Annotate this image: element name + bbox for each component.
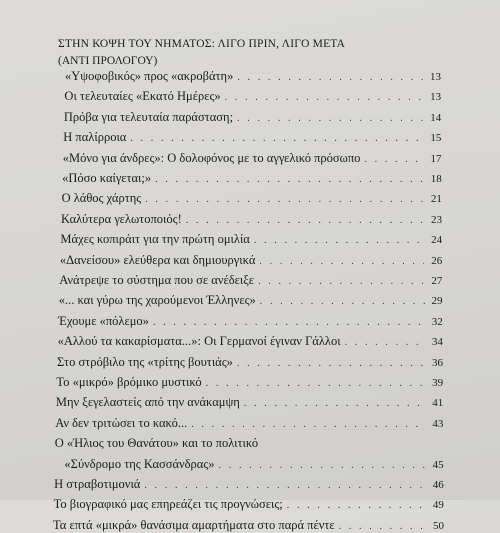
toc-leader-dots: [153, 317, 425, 328]
toc-entry-title: «Πόσο καίγεται;»: [62, 171, 152, 185]
toc-entry-page: 46: [432, 479, 444, 491]
toc-leader-dots: [237, 72, 423, 83]
toc-leader-dots: [259, 256, 424, 267]
toc-entry-title-continuation: «Σύνδρομο της Κασσάνδρας»: [64, 456, 215, 471]
toc-entry-title: Μάχες κοπιράιτ για την πρώτη ομιλία: [60, 232, 250, 247]
toc-entry-title: Πρόβα για τελευταία παράσταση;: [63, 109, 234, 124]
toc-entry-page: 29: [431, 295, 443, 308]
toc-entry-page: 26: [431, 254, 443, 267]
toc-entry-title: «Δανείσου» ελεύθερα και δημιουργικά: [59, 252, 256, 267]
toc-entry-page: 15: [430, 132, 442, 145]
toc-leader-dots: [186, 215, 424, 226]
toc-entry-continuation: [64, 457, 443, 472]
toc-entry-title: Ο «Ήλιος του Θανάτου» και το πολιτικό: [54, 436, 259, 451]
toc-entry-page: 50: [433, 519, 444, 532]
toc-entry-title: «... και γύρω της χαρούμενοι Έλληνες»: [58, 293, 256, 308]
toc-entry: [65, 69, 441, 84]
toc-leader-dots: [254, 235, 424, 246]
toc-entry-title: Ο λάθος χάρτης: [61, 191, 142, 206]
toc-entry: [58, 334, 443, 349]
toc-leader-dots: [206, 378, 425, 389]
toc-entry-title: Οι τελευταίες «Εκατό Ημέρες»: [64, 89, 221, 104]
toc-entry-page: 13: [430, 91, 442, 104]
toc-entry-title: Τα επτά «μικρά» θανάσιμα αμαρτήματα στο παρά πέντε: [53, 517, 335, 532]
toc-entry-page: 34: [431, 336, 443, 349]
toc-entry-title: Η παλίρροια: [63, 130, 127, 145]
toc-entry-title: Μην ξεγελαστείς από την ανάκαμψη: [55, 395, 240, 410]
toc-entry-page: 14: [430, 111, 442, 124]
toc-entry: [64, 110, 441, 125]
toc-entry: [54, 477, 444, 492]
toc-entry-page: 32: [431, 315, 443, 328]
toc-entry-page: 39: [432, 377, 444, 389]
toc-entry-page: 41: [432, 397, 444, 410]
toc-entry-page: 24: [431, 234, 443, 247]
toc-entry: [64, 89, 441, 104]
toc-leader-dots: [191, 419, 425, 430]
section-title: ΣΤΗΝ ΚΟΨΗ ΤΟΥ ΝΗΜΑΤΟΣ: ΛΙΓΟ ΠΡΙΝ, ΛΙΓΟ ΜΕΤΑ: [58, 38, 346, 50]
toc-entry-title: Η στραβοτιμονιά: [54, 477, 141, 491]
toc-entry-page: 36: [432, 356, 443, 369]
toc-entry-page: 45: [432, 458, 444, 471]
toc-entry: [56, 375, 443, 390]
toc-leader-dots: [345, 337, 425, 348]
toc-entry-page: 27: [431, 275, 443, 287]
toc-leader-dots: [364, 154, 423, 165]
toc-leader-dots: [145, 194, 424, 205]
toc-entry-title: Το βιογραφικό μας επηρεάζει τις προγνώσεις;: [53, 497, 283, 512]
toc-leader-dots: [225, 92, 423, 103]
toc-leader-dots: [155, 174, 424, 185]
toc-entry-title: «Μόνο για άνδρες»: Ο δολοφόνος με το αγγελικό πρόσωπο: [62, 150, 361, 165]
toc-entry: [59, 293, 443, 308]
toc-entry: [63, 151, 442, 166]
toc-entry-title: Στο στρόβιλο της «τρίτης βουτιάς»: [57, 354, 233, 369]
toc-leader-dots: [219, 460, 426, 471]
toc-entry-title: Αν δεν τριτώσει το κακό...: [55, 415, 188, 430]
toc-entry: [60, 253, 442, 268]
toc-leader-dots: [237, 113, 423, 124]
toc-entry-page: 17: [430, 152, 442, 165]
toc-leader-dots: [260, 296, 425, 307]
toc-entry-page: 43: [432, 417, 444, 430]
toc-entry: [55, 436, 444, 451]
toc-leader-dots: [258, 276, 424, 287]
toc-leader-dots: [287, 500, 426, 511]
toc-entry-title: «Υψοφοβικός» προς «ακροβάτη»: [65, 69, 234, 83]
toc-entry: [57, 355, 443, 370]
section-subtitle: (ΑΝΤΙ ΠΡΟΛΟΓΟΥ): [58, 55, 158, 67]
toc-entry: [58, 314, 443, 329]
toc-entry-page: 49: [432, 499, 444, 512]
toc-entry-page: 18: [430, 173, 442, 185]
toc-entry-title: Το «μικρό» βρόμικο μυστικό: [56, 375, 202, 389]
toc-entry: [63, 130, 441, 145]
toc-entry: [62, 191, 442, 206]
toc-entry: [62, 171, 442, 186]
toc-entry-page: 13: [430, 71, 441, 83]
toc-leader-dots: [237, 358, 425, 369]
toc-leader-dots: [144, 480, 425, 491]
toc-entry-page: 21: [430, 193, 442, 206]
toc-entry: [53, 518, 444, 533]
toc-entry-title: Ανάτρεψε το σύστημα που σε ανέδειξε: [59, 273, 255, 287]
toc-entry: [61, 212, 442, 227]
toc-entry-title: Έχουμε «πόλεμο»: [58, 313, 149, 328]
toc-leader-dots: [130, 133, 423, 144]
toc-entry: [59, 273, 442, 288]
toc-leader-dots: [339, 521, 426, 532]
toc-entry-title: «Αλλού τα κακαρίσματα...»: Οι Γερμανοί έγιναν Γάλλοι: [57, 334, 341, 349]
toc-entry-page: 23: [431, 213, 442, 226]
toc-entry-title: Καλύτερα γελωτοποιός!: [61, 211, 182, 226]
toc-leader-dots: [244, 398, 425, 409]
toc-entry: [56, 395, 443, 410]
toc-entry: [60, 232, 442, 247]
toc-entry: [55, 416, 443, 431]
